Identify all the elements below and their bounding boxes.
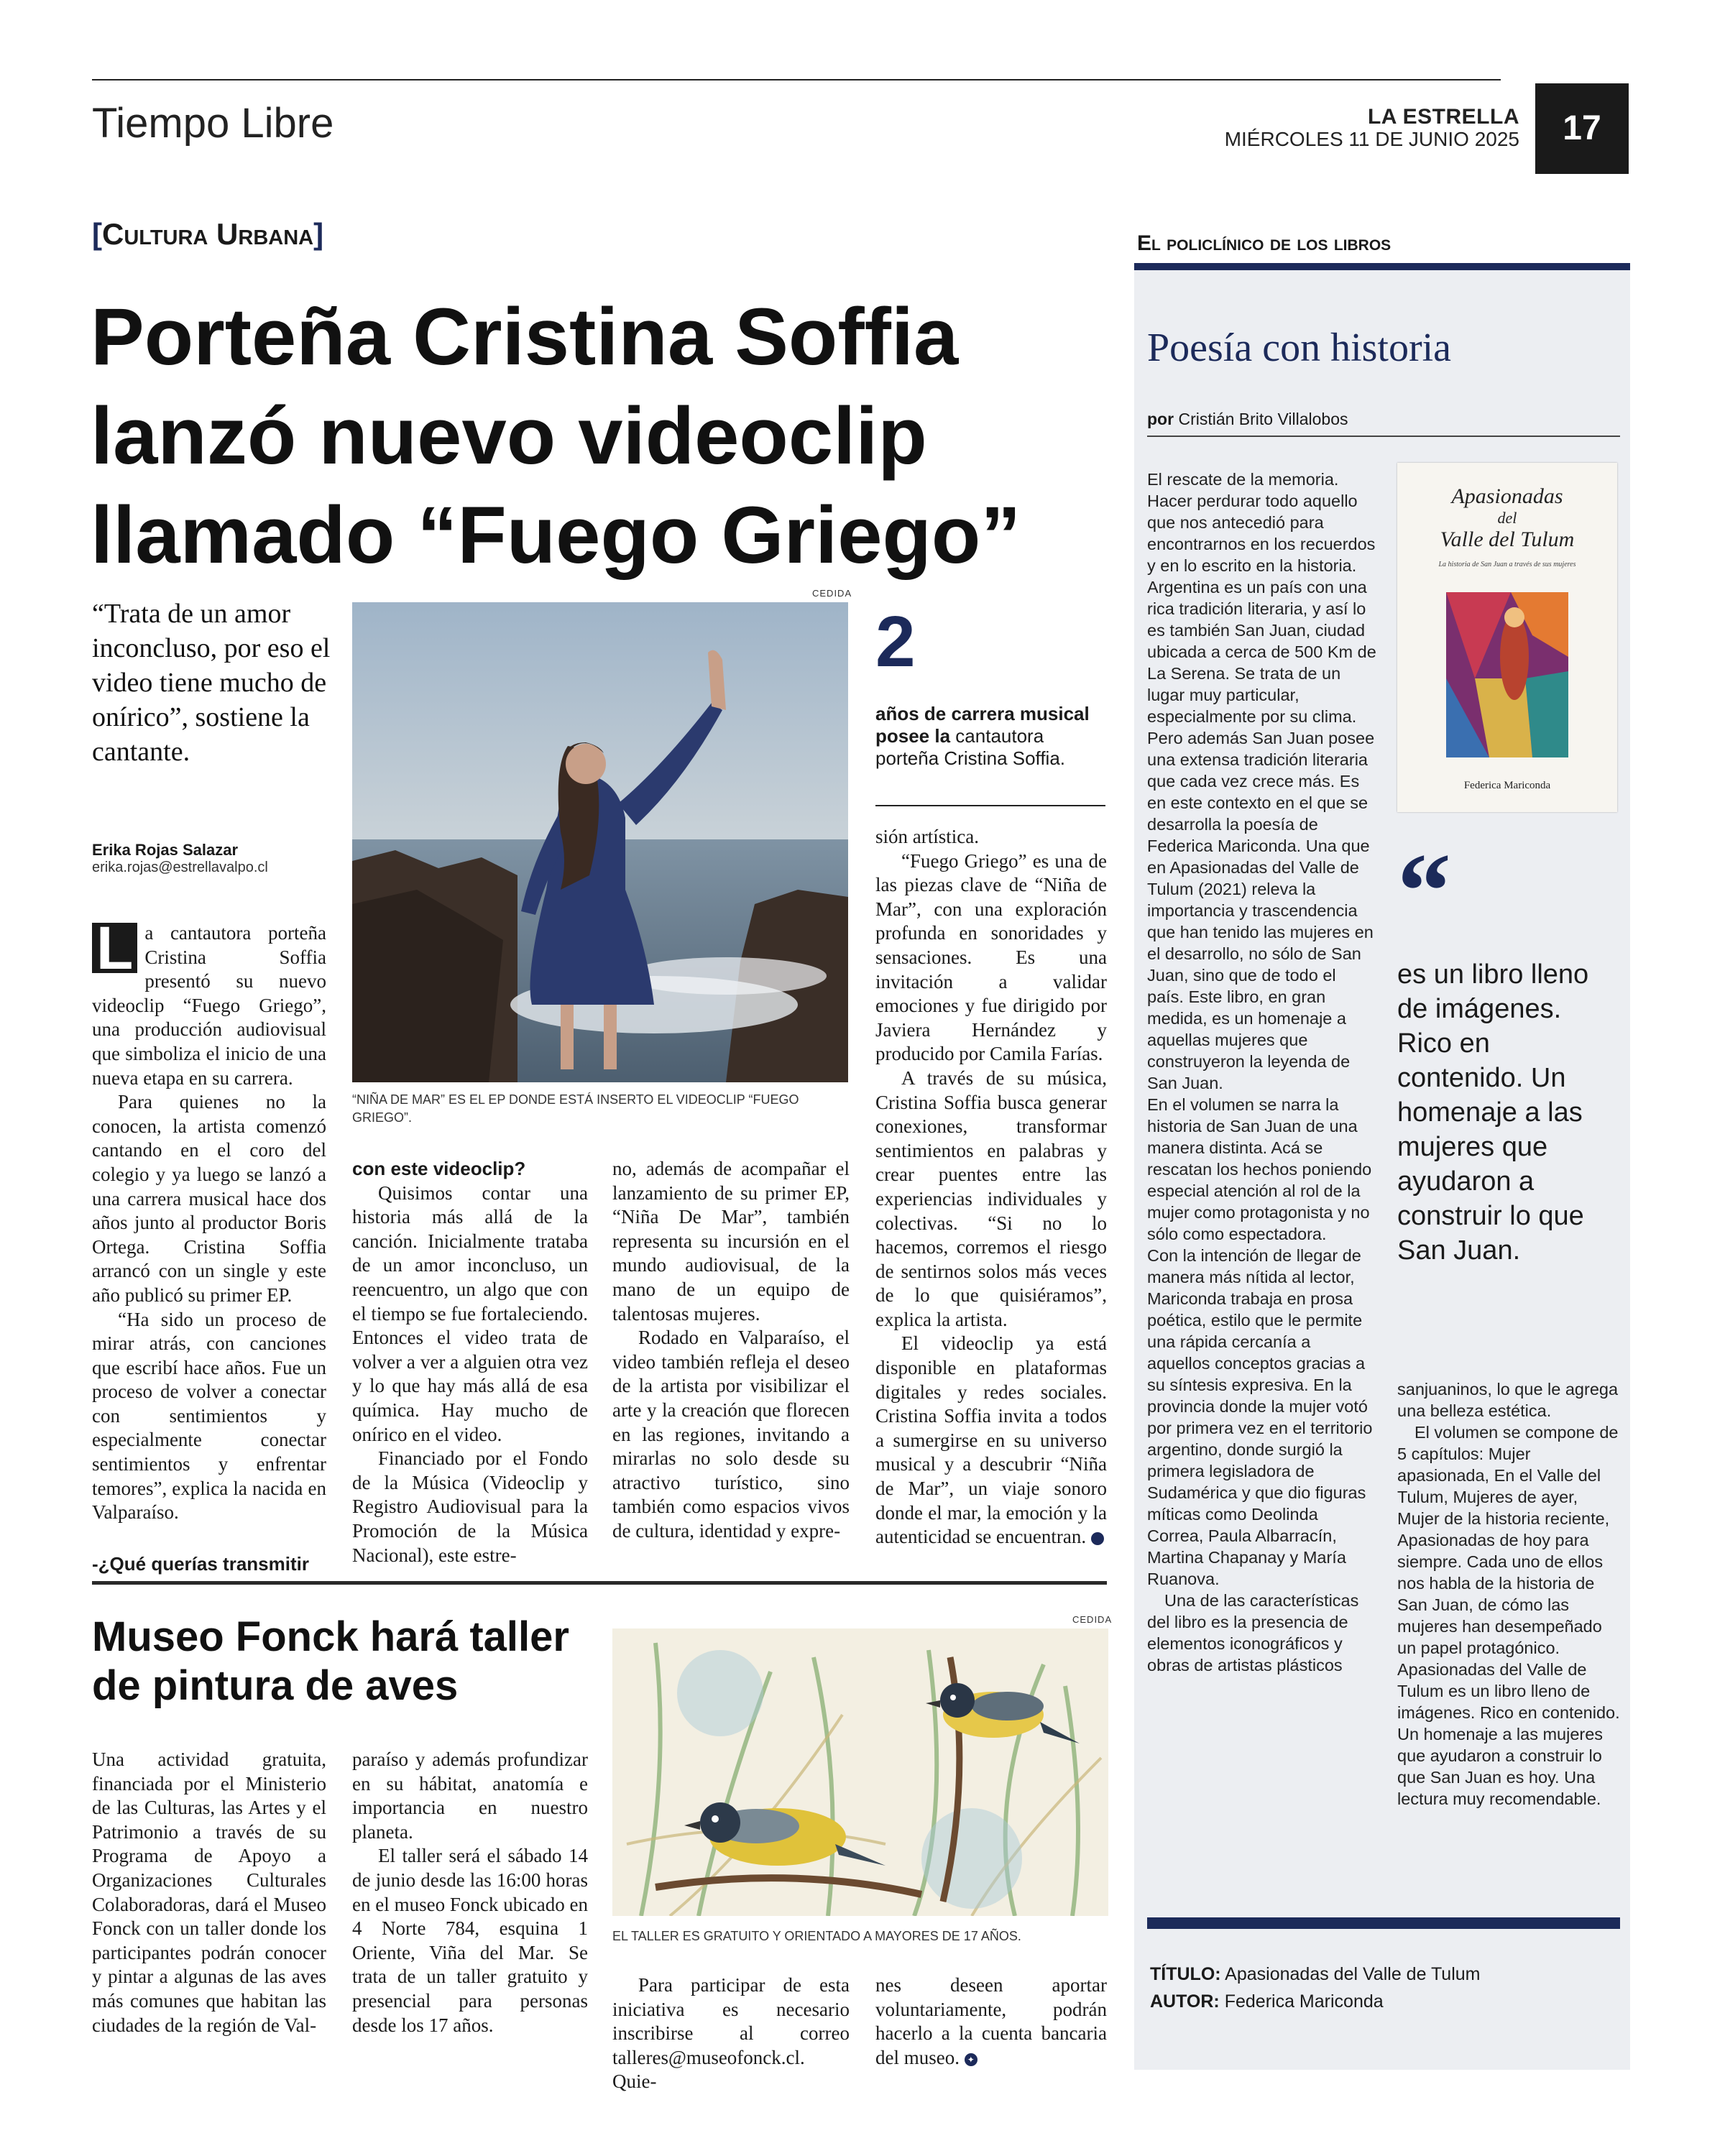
closing-text: El videoclip ya está disponible en plataformas digitales y redes sociales. Cristina Soffia invita a todos a sumergirse en su universo musical y a descubrir “Niña de Mar”, un viaje sonoro donde el mar, la emoción y la autenticidad se encuentran. (875, 1332, 1107, 1548)
header-top-rule (92, 79, 1501, 80)
painting-caption: EL TALLER ES GRATUITO Y ORIENTADO A MAYORES DE 17 AÑOS. (612, 1929, 1021, 1943)
paragraph: Para participar de esta iniciativa es necesario inscribirse al correo talleres@museofonck.cl. Quie- (612, 1974, 850, 2093)
paragraph: paraíso y además profundizar en su hábitat, anatomía e importancia en nuestro planeta. (352, 1749, 588, 1843)
question-subhead: -¿Qué querías transmitir (92, 1552, 309, 1575)
book-cover-subtitle: La historia de San Juan a través de sus mujeres (1438, 561, 1576, 568)
paragraph (875, 1332, 1124, 1549)
book-cover (1397, 463, 1617, 812)
second-column-3 (612, 1973, 850, 2094)
book-info-title (1150, 1961, 1481, 1988)
second-headline-line-2: de pintura de aves (92, 1662, 459, 1709)
singer-photo (352, 602, 848, 1082)
paragraph: “Fuego Griego” es una de las piezas clave de “Niña de Mar”, con una exploración profunda en sonoridades y sensaciones. Es una invitación a validar emociones y fue dirigido por Javiera Hernández y producido por Camila Farías. (875, 849, 1107, 1065)
painting-credit: CEDIDA (1072, 1614, 1113, 1625)
sidebar-pull-quote: es un libro lleno de imágenes. Rico en contenido. Un homenaje a las mujeres que ayudaron a construir lo que San Juan. (1397, 959, 1589, 1266)
headline-line-3: llamado “Fuego Griego” (91, 490, 1021, 580)
issue-date: MIÉRCOLES 11 DE JUNIO 2025 (1224, 128, 1519, 150)
page-number: 17 (1535, 83, 1629, 174)
paragraph: sión artística. (875, 826, 979, 847)
bird-painting (612, 1628, 1108, 1916)
second-headline-line-1: Museo Fonck hará taller (92, 1613, 569, 1660)
paragraph: Una de las características del libro es la presencia de elementos iconográficos y obras de artistas plásticos (1147, 1591, 1359, 1674)
paragraph: A través de su música, Cristina Soffia busca generar conexiones, transformar sentimientos en palabras y crear puentes entre las experiencias individuales y colectivas. “Si no lo hacemos, corremos el riesgo de sentirnos solos más veces de lo que quisiéramos”, explica la artista. (875, 1067, 1107, 1330)
byline-rule (1147, 436, 1620, 437)
stat-divider (875, 805, 1105, 806)
sidebar-column-2 (1397, 1378, 1620, 1810)
stat-caption-text: cantautora porteña Cristina Soffia. (875, 725, 1065, 769)
book-info-author (1150, 1988, 1481, 2015)
lead-text: a cantautora porteña Cristina Soffia presentó su nuevo videoclip “Fuego Griego”, una producción audiovisual que simboliza el inicio de una nueva etapa en su carrera. (92, 922, 326, 1089)
paragraph: no, además de acompañar el lanzamiento de su primer EP, “Niña De Mar”, también representa su incursión en el mundo audiovisual, de la mano de un equipo de talentosas mujeres. (612, 1158, 850, 1325)
paragraph: Para quienes no la conocen, la artista comenzó cantando en el coro del colegio y ya luego se lanzó a una carrera musical hace dos años junto al productor Boris Ortega. Cristina Soffia arrancó con un single y este año publicó su primer EP. (92, 1091, 326, 1306)
quote-mark-icon: “ (1397, 831, 1451, 951)
newspaper-name: LA ESTRELLA (1367, 105, 1519, 129)
paragraph: “Ha sido un proceso de mirar atrás, con canciones que escribí hace años. Fue un proceso de volver a conectar con sentimientos y especialmente conectar sentimientos y enfrentar temores”, explica la nacida en Valparaíso. (92, 1308, 326, 1524)
book-title-line-3: Valle del Tulum (1440, 528, 1575, 551)
book-info (1150, 1961, 1481, 2015)
paragraph: El rescate de la memoria. Hacer perdurar todo aquello que nos antecedió para encontrarnos en los recuerdos y en lo escrito en la historia. Argentina es un país con una rica tradición literaria, y así lo es también San Juan, ciudad ubicada a cerca de 500 Km de La Serena. Se trata de un lugar muy particular, especialmente por su clima. Pero además San Juan posee una extensa tradición literaria que cada vez crece más. Es en este contexto en el que se desarrolla la poesía de Federica Mariconda. Una que en Apasionadas del Valle de Tulum (2021) releva la importancia y trascendencia que han tenido las mujeres en el desarrollo, no sólo de San Juan, sino que de todo el país. Este libro, en gran medida, es un homenaje a aquellas mujeres que construyeron la leyenda de San Juan. (1147, 470, 1376, 1092)
info-box-rule (1147, 1917, 1620, 1929)
book-cover-art (1446, 592, 1568, 757)
info-author-value: Federica Mariconda (1224, 1991, 1384, 2012)
sidebar-section-label: El policlínico de los libros (1137, 231, 1392, 255)
closing-text: nes deseen aportar voluntariamente, podrán hacerlo a la cuenta bancaria del museo. (875, 1974, 1107, 2068)
paragraph: Financiado por el Fondo de la Música (Videoclip y Registro Audiovisual para la Promoción de la Música Nacional), este estre- (352, 1447, 588, 1566)
stat-caption-bold: años de carrera musical posee la (875, 703, 1090, 747)
headline-line-1: Porteña Cristina Soffia (91, 292, 959, 382)
book-cover-title (1397, 484, 1617, 552)
paragraph: Apasionadas del Valle de Tulum es un libro lleno de imágenes. Rico en contenido. Un homenaje a las mujeres que ayudaron a construir lo que San Juan es hoy. Una lectura muy recomendable. (1397, 1660, 1620, 1808)
stat-caption (875, 703, 1105, 770)
book-title-line-2: del (1497, 509, 1517, 527)
main-column-2 (352, 1157, 588, 1567)
lead-paragraph (92, 914, 326, 1090)
paragraph: Con la intención de llegar de manera más nítida al lector, Mariconda trabaja en prosa poética, estilo que le permite una rápida cercanía a aquellos conceptos gracias a su síntesis expresiva. En la provincia donde la mujer votó por primera vez en el territorio argentino, donde surgió la primera legisladora de Sudamérica y que dio figuras míticas como Deolinda Correa, Paula Albarracín, Martina Chapanay y María Ruanova. (1147, 1246, 1373, 1588)
pull-quote-main: “Trata de un amor inconcluso, por eso el video tiene mucho de onírico”, sostiene la cantante. (92, 599, 331, 767)
byline-prefix: por (1147, 410, 1174, 428)
author-email: erika.rojas@estrellavalpo.cl (92, 860, 268, 875)
stat-number: 2 (875, 602, 916, 682)
second-column-1 (92, 1748, 326, 2037)
main-column-4 (875, 825, 1124, 1549)
paragraph: sanjuaninos, lo que le agrega una belleza estética. (1397, 1380, 1619, 1420)
article-divider (92, 1581, 1107, 1585)
sidebar-byline (1147, 410, 1348, 429)
headline-line-2: lanzó nuevo videoclip (91, 391, 927, 481)
book-title-line-1: Apasionadas (1451, 484, 1563, 508)
main-column-1 (92, 914, 326, 1576)
main-column-3 (612, 1157, 850, 1544)
paragraph: Rodado en Valparaíso, el video también refleja el deseo de la artista por visibilizar el arte y la creación que florecen en las regiones, invitando a mirarlas no solo desde su atractivo turístico, sino también como espacios vivos de cultura, identidad y expre- (612, 1327, 850, 1542)
paragraph: En el volumen se narra la historia de San Juan de una manera distinta. Acá se rescatan los hechos poniendo especial atención al rol de la mujer como protagonista y no sólo como espectadora. (1147, 1095, 1372, 1243)
drop-cap: L (92, 923, 137, 973)
paragraph: El taller será el sábado 14 de junio desde las 16:00 horas en el museo Fonck ubicado en 4 Norte 784, esquina 1 Oriente, Viña del Mar. Se trata de un taller gratuito y presencial para personas desde los 17 años. (352, 1845, 588, 2036)
second-headline (92, 1613, 638, 1710)
sidebar-title: Poesía con historia (1147, 326, 1452, 370)
paragraph: Quisimos contar una historia más allá de la canción. Inicialmente trataba de un amor inconcluso, un reencuentro, un algo que con el tiempo se fue fortaleciendo. Entonces el video trata de volver a ver a alguien otra vez y lo que hay más allá de esa química. Hay mucho de onírico en el video. (352, 1181, 588, 1445)
photo-caption: “NIÑA DE MAR” ES EL EP DONDE ESTÁ INSERTO EL VIDEOCLIP “FUEGO GRIEGO”. (352, 1092, 799, 1125)
paragraph (875, 1973, 1107, 2070)
main-headline (91, 287, 1097, 585)
photo-credit: CEDIDA (812, 588, 852, 599)
kicker-text: Cultura Urbana (102, 217, 314, 251)
info-title-label: TÍTULO: (1150, 1964, 1221, 1984)
second-column-4 (875, 1973, 1107, 2070)
byline-name: Cristián Brito Villalobos (1178, 410, 1348, 428)
end-mark-icon: ✦ (965, 2053, 978, 2066)
info-author-label: AUTOR: (1150, 1991, 1220, 2012)
sidebar-column-1 (1147, 469, 1377, 1676)
kicker-label: [Cultura Urbana] (92, 217, 324, 251)
end-mark-icon: ✦ (1091, 1532, 1104, 1545)
book-cover-author: Federica Mariconda (1463, 780, 1551, 791)
info-title-value: Apasionadas del Valle de Tulum (1225, 1964, 1481, 1984)
second-column-2 (352, 1748, 588, 2037)
paragraph: Una actividad gratuita, financiada por el Ministerio de las Culturas, las Artes y el Patrimonio a través de su Programa de Apoyo a Organizaciones Culturales Colaboradoras, dará el Museo Fonck con un taller donde los participantes podrán conocer y pintar a algunas de las aves más comunes que habitan las ciudades de la región de Val- (92, 1749, 326, 2036)
section-title: Tiempo Libre (92, 100, 334, 147)
paragraph: El volumen se compone de 5 capítulos: Mujer apasionada, En el Valle del Tulum, Mujeres de ayer, Mujer de la historia reciente, Apasionadas de hoy para siempre. Cada uno de ellos nos habla de la historia de San Juan, de cómo las mujeres han desempeñado un papel protagónico. (1397, 1423, 1619, 1657)
question-subhead-cont: con este videoclip? (352, 1158, 526, 1179)
author-name: Erika Rojas Salazar (92, 841, 239, 859)
